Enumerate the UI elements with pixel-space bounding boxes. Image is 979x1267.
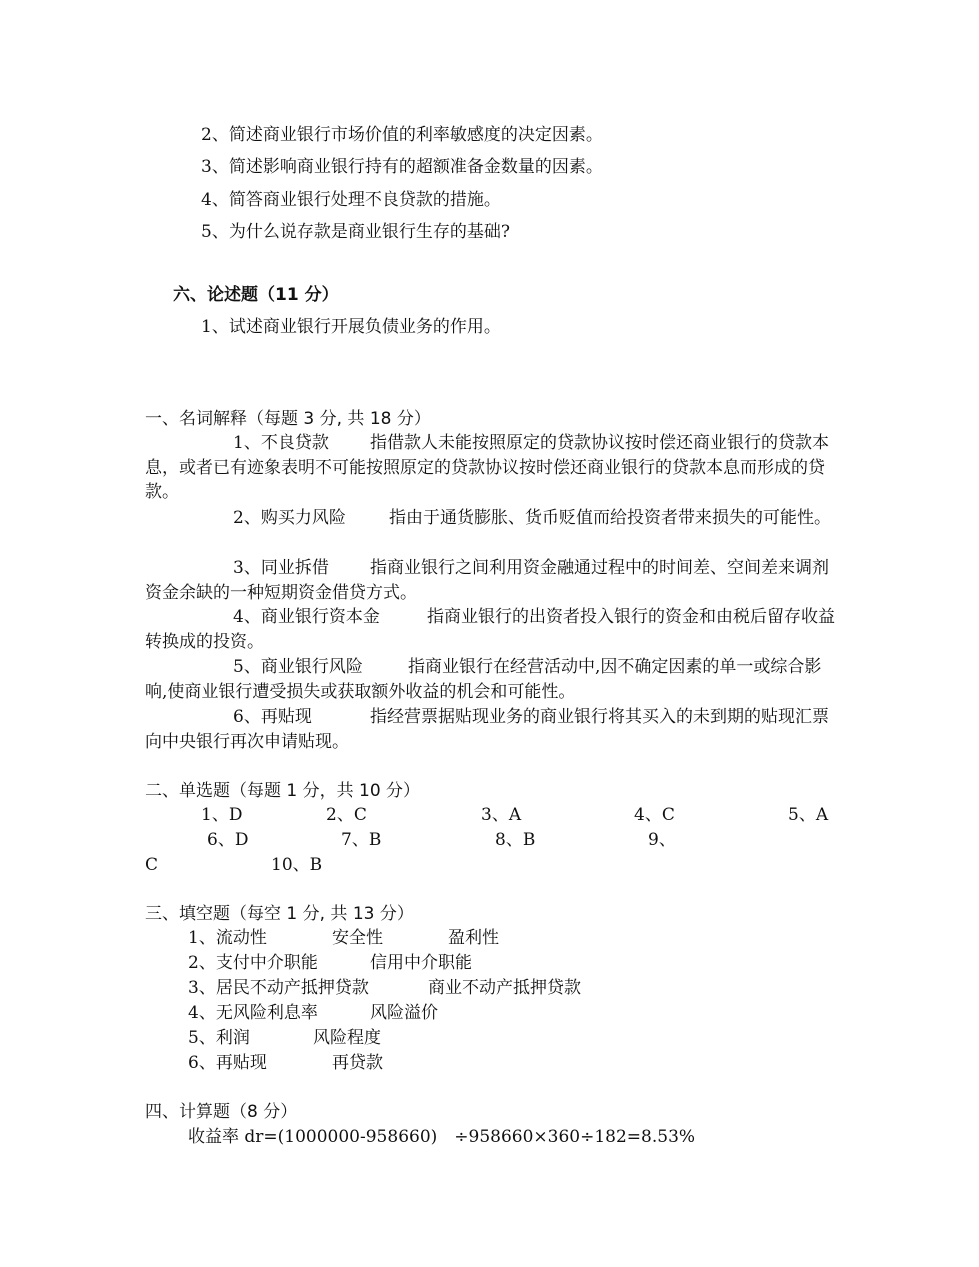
answers-section-1-title: 一、名词解释（每题 3 分, 共 18 分） [145,409,431,429]
definition-text: 指商业银行的出资者投入银行的资金和由税后留存收益转换成的投资。 [145,607,835,652]
choice-answer: C [145,855,159,875]
fill-answer: 5、利润 [188,1028,250,1048]
choice-answer: 8、B [495,830,536,850]
fill-answer: 1、流动性 [188,928,267,948]
fill-answer: 盈利性 [448,928,499,948]
answers-section-4-title: 四、计算题（8 分） [145,1102,298,1122]
definition-term: 5、商业银行风险 [233,657,363,677]
choice-answer: 5、A [788,805,829,825]
definition-text: 指由于通货膨胀、货币贬值而给投资者带来损失的可能性。 [389,508,831,528]
fill-answer: 商业不动产抵押贷款 [428,978,581,998]
definition-text: 指借款人未能按照原定的贷款协议按时偿还商业银行的贷款本息，或者已有迹象表明不可能按照原定的贷款协议按时偿还商业银行的贷款本息而形成的贷款。 [145,433,829,502]
fill-answer: 再贷款 [332,1053,383,1073]
fill-answer: 信用中介职能 [370,953,472,973]
section-6-question-1: 1、试述商业银行开展负债业务的作用。 [201,317,501,337]
choice-answer: 6、D [207,830,249,850]
definition-text: 指商业银行之间利用资金融通过程中的时间差、空间差来调剂资金余缺的一种短期资金借贷方式。 [145,558,829,603]
fill-answer: 4、无风险利息率 [188,1003,318,1023]
choice-answer: 7、B [341,830,382,850]
definition-text: 指商业银行在经营活动中,因不确定因素的单一或综合影响,使商业银行遭受损失或获取额外收益的机会和可能性。 [145,657,822,702]
choice-answer: 3、A [481,805,522,825]
fill-answer: 风险溢价 [370,1003,438,1023]
definition-3 [145,556,840,605]
definition-term: 4、商业银行资本金 [233,607,380,627]
definition-term: 2、购买力风险 [233,508,346,528]
calculation-formula: 收益率 dr=(1000000-958660) ÷958660×360÷182=8.53% [188,1127,696,1147]
fill-answer: 3、居民不动产抵押贷款 [188,978,369,998]
definition-2 [145,506,840,531]
fill-answer: 6、再贴现 [188,1053,267,1073]
definition-5 [145,655,840,704]
choice-answer: 2、C [326,805,367,825]
choice-answer: 4、C [634,805,675,825]
question-3: 3、简述影响商业银行持有的超额准备金数量的因素。 [201,157,603,177]
definition-term: 3、同业拆借 [233,558,329,578]
question-4: 4、简答商业银行处理不良贷款的措施。 [201,190,501,210]
definition-term: 1、不良贷款 [233,433,329,453]
section-6-title: 六、论述题（11 分） [173,285,339,305]
definition-1 [145,431,840,505]
definition-text: 指经营票据贴现业务的商业银行将其买入的未到期的贴现汇票向中央银行再次申请贴现。 [145,707,829,752]
fill-answer: 风险程度 [313,1028,381,1048]
choice-answer: 10、B [271,855,323,875]
answers-section-3-title: 三、填空题（每空 1 分, 共 13 分） [145,904,414,924]
choice-answer: 9、 [648,830,676,850]
definition-4 [145,605,840,654]
question-2: 2、简述商业银行市场价值的利率敏感度的决定因素。 [201,125,603,145]
question-5: 5、为什么说存款是商业银行生存的基础? [201,222,510,242]
definition-6 [145,705,840,754]
choice-answer: 1、D [201,805,243,825]
fill-answer: 2、支付中介职能 [188,953,318,973]
answers-section-2-title: 二、单选题（每题 1 分，共 10 分） [145,781,421,801]
definition-term: 6、再贴现 [233,707,312,727]
fill-answer: 安全性 [332,928,383,948]
